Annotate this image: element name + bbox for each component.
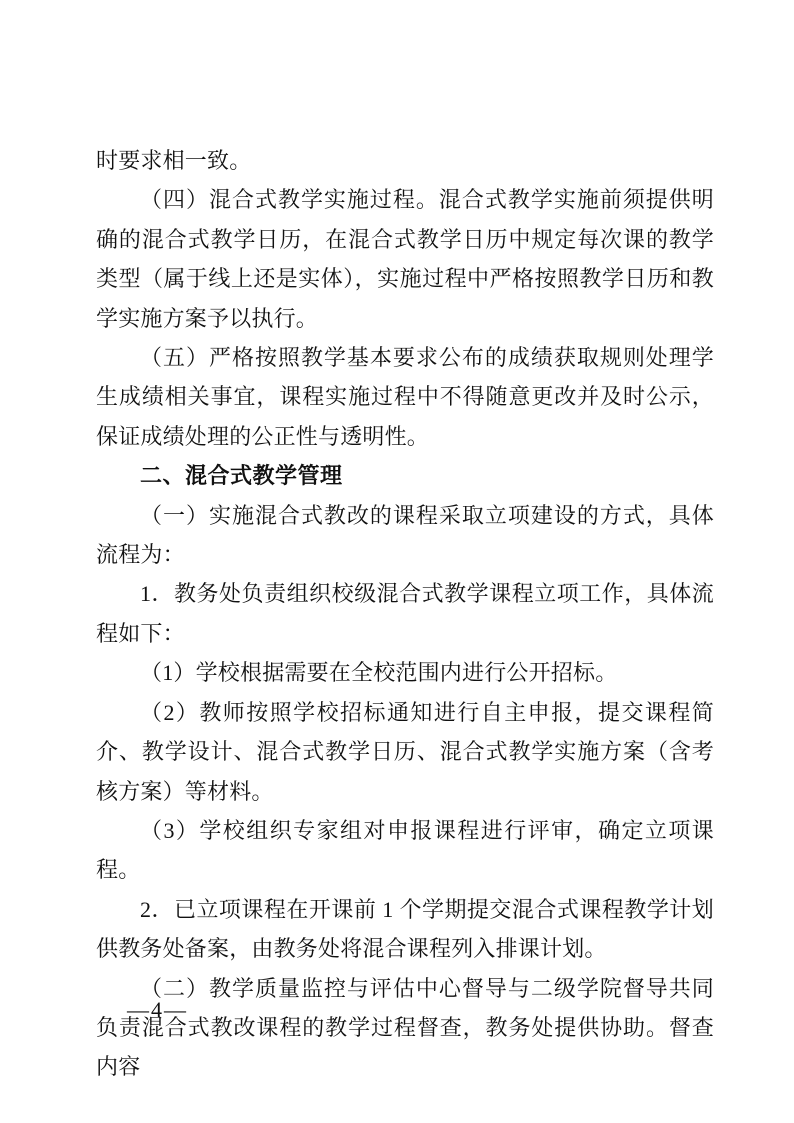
- document-body: [96, 141, 714, 1087]
- paragraph-item-2-1: （一）实施混合式教改的课程采取立项建设的方式，具体流程为：: [96, 502, 714, 568]
- paragraph-continuation: 时要求相一致。: [96, 148, 252, 173]
- section-heading: 二、混合式教学管理: [140, 463, 343, 489]
- paragraph-item-2-2: （二）教学质量监控与评估中心督导与二级学院督导共同负责混合式教改课程的教学过程督查，教务处提供协助。督查内容: [96, 975, 714, 1080]
- paragraph-step-1: 1．教务处负责组织校级混合式教学课程立项工作，具体流程如下：: [96, 581, 714, 646]
- paragraph-substep-1: （1）学校根据需要在全校范围内进行公开招标。: [140, 660, 618, 686]
- page-number: —4—: [127, 997, 188, 1022]
- paragraph-substep-2: （2）教师按照学校招标通知进行自主申报，提交课程简介、教学设计、混合式教学日历、混合式教学实施方案（含考核方案）等材料。: [96, 699, 714, 804]
- paragraph-item-4: （四）混合式教学实施过程。混合式教学实施前须提供明确的混合式教学日历，在混合式教学日历中规定每次课的教学类型（属于线上还是实体），实施过程中严格按照教学日历和教学实施方案予以执行。: [96, 187, 714, 331]
- paragraph-step-2: 2．已立项课程在开课前 1 个学期提交混合式课程教学计划供教务处备案，由教务处将混合课程列入排课计划。: [96, 896, 714, 962]
- paragraph-item-5: （五）严格按照教学基本要求公布的成绩获取规则处理学生成绩相关事宜，课程实施过程中不得随意更改并及时公示，保证成绩处理的公正性与透明性。: [96, 345, 714, 449]
- paragraph-substep-3: （3）学校组织专家组对申报课程进行评审，确定立项课程。: [96, 817, 714, 883]
